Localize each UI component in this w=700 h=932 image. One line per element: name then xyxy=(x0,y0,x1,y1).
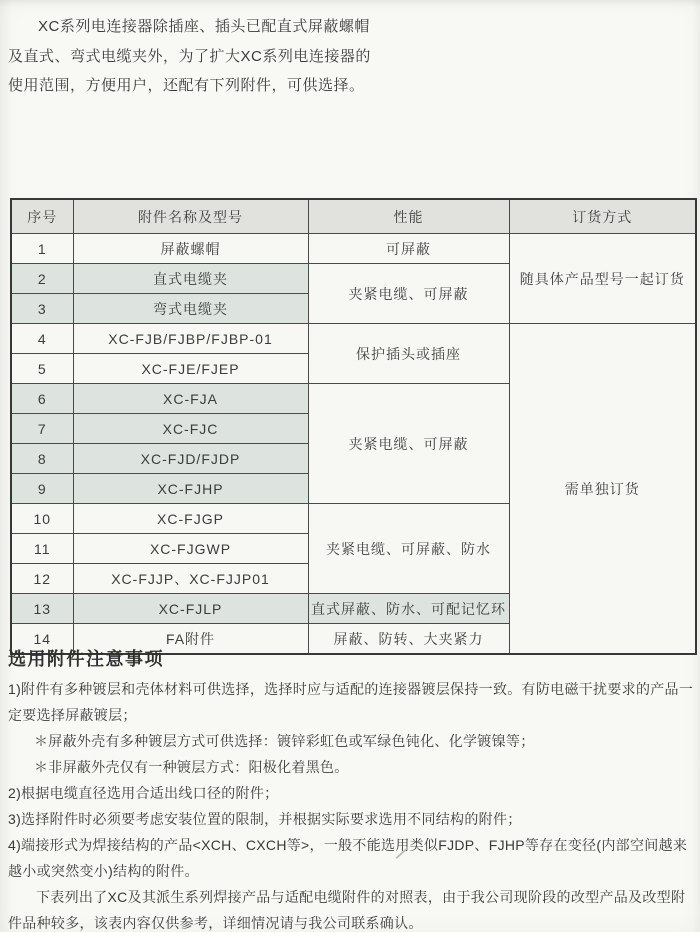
note-item-2: 2)根据电缆直径选用合适出线口径的附件； xyxy=(8,785,279,801)
model-cell: XC-FJA xyxy=(73,384,308,414)
model-cell: XC-FJGP xyxy=(73,504,308,534)
header-name-model: 附件名称及型号 xyxy=(73,199,308,234)
seq-cell: 5 xyxy=(11,354,73,384)
note-star-2: ＊非屏蔽外壳仅有一种镀层方式：阳极化着黑色。 xyxy=(34,759,349,775)
seq-cell: 11 xyxy=(11,534,73,564)
model-cell: 屏蔽螺帽 xyxy=(73,234,308,264)
model-cell: XC-FJD/FJDP xyxy=(73,444,308,474)
note-item-4: 4)端接形式为焊接结构的产品<XCH、CXCH等>，一般不能选用类似FJDP、FJHP等存在变径(内部空间越来越小或突然变小)结构的附件。 xyxy=(8,837,688,879)
performance-cell: 可屏蔽 xyxy=(308,234,509,264)
model-cell: XC-FJE/FJEP xyxy=(73,354,308,384)
header-seq: 序号 xyxy=(11,199,73,234)
closing-paragraph: 下表列出了XC及其派生系列焊接产品与适配电缆附件的对照表，由于我公司现阶段的改型产品及改型附件品种较多，该表内容仅供参考，详细情况请与我公司联系确认。 xyxy=(8,889,686,931)
performance-cell: 屏蔽、防转、大夹紧力 xyxy=(308,624,509,655)
selection-notes-section xyxy=(8,646,696,932)
model-cell: FA附件 xyxy=(73,624,308,655)
table-row xyxy=(11,324,696,354)
seq-cell: 9 xyxy=(11,474,73,504)
seq-cell: 6 xyxy=(11,384,73,414)
model-cell: XC-FJJP、XC-FJJP01 xyxy=(73,564,308,594)
performance-cell: 夹紧电缆、可屏蔽、防水 xyxy=(308,504,509,594)
accessories-table xyxy=(10,198,697,655)
model-cell: 直式电缆夹 xyxy=(73,264,308,294)
model-cell: 弯式电缆夹 xyxy=(73,294,308,324)
seq-cell: 2 xyxy=(11,264,73,294)
note-star-1: ＊屏蔽外壳有多种镀层方式可供选择：镀锌彩虹色或军绿色钝化、化学镀镍等； xyxy=(34,733,535,749)
performance-cell: 直式屏蔽、防水、可配记忆环 xyxy=(308,594,509,624)
table-header-row xyxy=(11,199,696,234)
seq-cell: 1 xyxy=(11,234,73,264)
model-cell: XC-FJB/FJBP/FJBP-01 xyxy=(73,324,308,354)
header-performance: 性能 xyxy=(308,199,509,234)
seq-cell: 13 xyxy=(11,594,73,624)
performance-cell: 夹紧电缆、可屏蔽 xyxy=(308,384,509,504)
seq-cell: 8 xyxy=(11,444,73,474)
model-cell: XC-FJC xyxy=(73,414,308,444)
note-item-3: 3)选择附件时必须要考虑安装位置的限制，并根据实际要求选用不同结构的附件； xyxy=(8,811,522,827)
seq-cell: 12 xyxy=(11,564,73,594)
model-cell: XC-FJLP xyxy=(73,594,308,624)
table-row xyxy=(11,234,696,264)
seq-cell: 4 xyxy=(11,324,73,354)
seq-cell: 7 xyxy=(11,414,73,444)
intro-paragraph: XC系列电连接器除插座、插头已配直式屏蔽螺帽及直式、弯式电缆夹外，为了扩大XC系列电连接器的使用范围，方便用户，还配有下列附件，可供选择。 xyxy=(8,18,371,94)
notes-heading: 选用附件注意事项 xyxy=(8,649,164,669)
header-order-method: 订货方式 xyxy=(509,199,696,234)
seq-cell: 3 xyxy=(11,294,73,324)
seq-cell: 14 xyxy=(11,624,73,655)
order-cell: 随具体产品型号一起订货 xyxy=(509,234,696,324)
performance-cell: 夹紧电缆、可屏蔽 xyxy=(308,264,509,324)
order-cell: 需单独订货 xyxy=(509,324,696,655)
model-cell: XC-FJHP xyxy=(73,474,308,504)
performance-cell: 保护插头或插座 xyxy=(308,324,509,384)
note-item-1: 1)附件有多种镀层和壳体材料可供选择，选择时应与适配的连接器镀层保持一致。有防电磁干扰要求的产品一定要选择屏蔽镀层； xyxy=(8,681,694,723)
seq-cell: 10 xyxy=(11,504,73,534)
model-cell: XC-FJGWP xyxy=(73,534,308,564)
